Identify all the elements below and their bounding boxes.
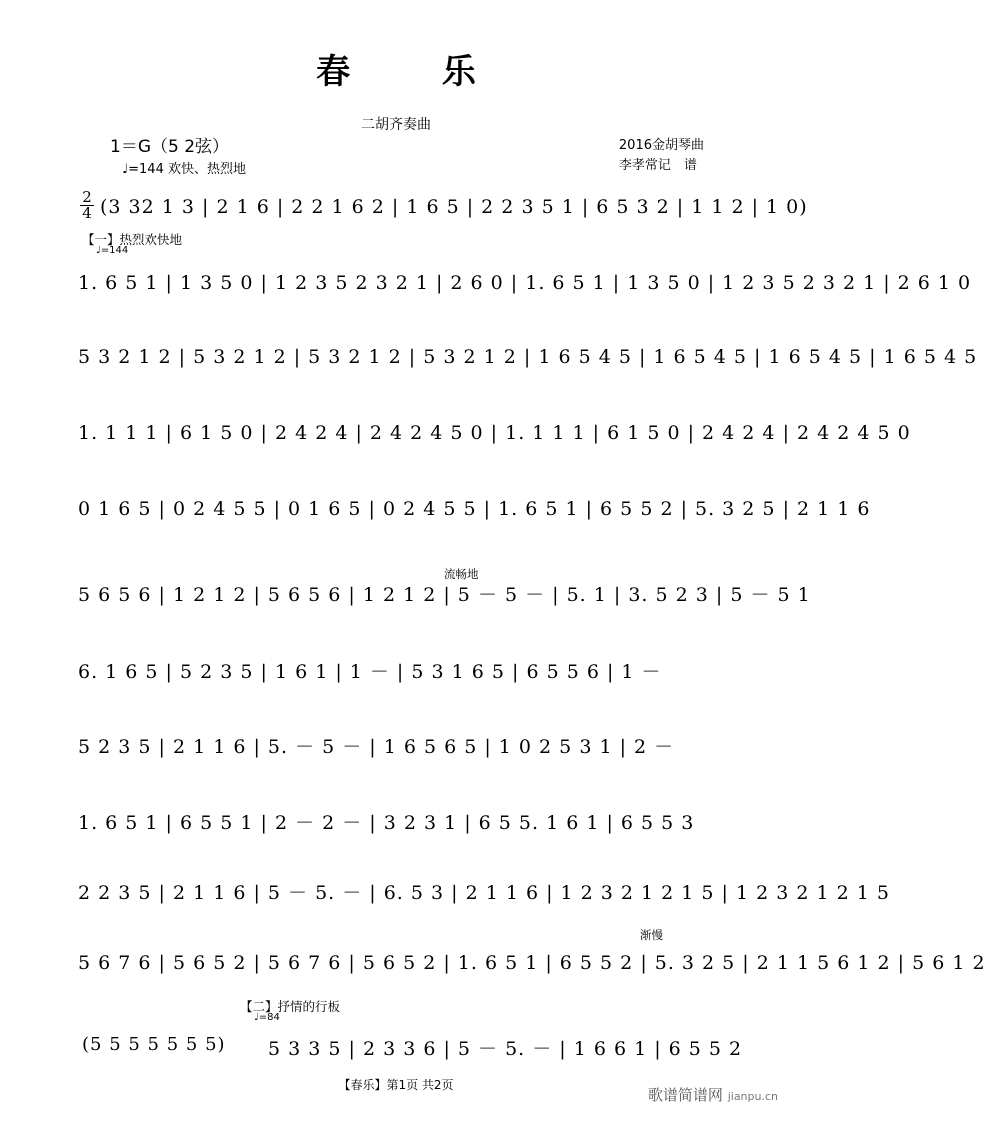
section-tempo-1: ♩=144: [96, 245, 129, 256]
stave-line: 0 1 6 5 | 0 2 4 5 5 | 0 1 6 5 | 0 2 4 5 5 | 1. 6 5 1 | 6 5 5 2 | 5. 3 2 5 | 2 1 1 6: [78, 498, 871, 520]
subtitle: 二胡齐奏曲: [361, 117, 431, 133]
section-label-2: 【二】抒情的行板: [240, 999, 341, 1014]
watermark: [648, 1084, 778, 1105]
annotation-flowing: 流畅地: [444, 567, 479, 581]
stave-line: 1. 1 1 1 | 6 1 5 0 | 2 4 2 4 | 2 4 2 4 5 0 | 1. 1 1 1 | 6 1 5 0 | 2 4 2 4 | 2 4 2 4 5 0: [78, 422, 911, 444]
watermark-url: jianpu.cn: [727, 1090, 778, 1103]
annotation-ritardando: 渐慢: [640, 928, 663, 942]
stave-line: 5 3 2 1 2 | 5 3 2 1 2 | 5 3 2 1 2 | 5 3 2 1 2 | 1 6 5 4 5 | 1 6 5 4 5 | 1 6 5 4 5 | 1 6 5 4 5: [78, 346, 978, 368]
credits: [619, 136, 704, 176]
credit-line-2: 李孝常记 谱: [618, 158, 697, 173]
key-signature: 1＝G（5 2弦）: [110, 137, 230, 157]
section-tempo-2: ♩=84: [254, 1012, 280, 1023]
stave-line: (3 32 1 3 | 2 1 6 | 2 2 1 6 2 | 1 6 5 | 2 2 3 5 1 | 6 5 3 2 | 1 1 2 | 1 0): [100, 196, 808, 218]
tempo-marking: ♩=144 欢快、热烈地: [122, 162, 246, 177]
watermark-text: 歌谱简谱网: [647, 1086, 723, 1104]
stave-line-pickup: (5 5 5 5 5 5 5): [82, 1034, 226, 1055]
stave-line: 2 2 3 5 | 2 1 1 6 | 5 － 5. － | 6. 5 3 | 2 1 1 6 | 1 2 3 2 1 2 1 5 | 1 2 3 2 1 2 1 5: [78, 882, 890, 904]
stave-line: 5 2 3 5 | 2 1 1 6 | 5. － 5 － | 1 6 5 6 5 | 1 0 2 5 3 1 | 2 －: [78, 736, 675, 758]
credit-line-1: 2016金胡琴曲: [618, 138, 704, 153]
stave-line: 6. 1 6 5 | 5 2 3 5 | 1 6 1 | 1 － | 5 3 1 6 5 | 6 5 5 6 | 1 －: [78, 661, 662, 683]
stave-line: 5 6 5 6 | 1 2 1 2 | 5 6 5 6 | 1 2 1 2 | 5 － 5 － | 5. 1 | 3. 5 2 3 | 5 － 5 1: [78, 584, 811, 606]
page-footer: 【春乐】第1页 共2页: [338, 1078, 454, 1092]
section-label-1: 【一】热烈欢快地: [82, 232, 183, 247]
stave-line: 1. 6 5 1 | 6 5 5 1 | 2 － 2 － | 3 2 3 1 | 6 5 5. 1 6 1 | 6 5 5 3: [78, 812, 695, 834]
stave-line: 5 6 7 6 | 5 6 5 2 | 5 6 7 6 | 5 6 5 2 | 1. 6 5 1 | 6 5 5 2 | 5. 3 2 5 | 2 1 1 5 6 1 2 | 5 6 1 2: [78, 952, 986, 974]
stave-line: 5 3 3 5 | 2 3 3 6 | 5 － 5. － | 1 6 6 1 | 6 5 5 2: [268, 1038, 743, 1060]
stave-line: 1. 6 5 1 | 1 3 5 0 | 1 2 3 5 2 3 2 1 | 2 6 0 | 1. 6 5 1 | 1 3 5 0 | 1 2 3 5 2 3 2 1 | 2 6 1 0: [78, 272, 972, 294]
time-signature: [78, 188, 96, 222]
time-signature-bottom: 4: [82, 204, 92, 222]
page-title: 春 乐: [316, 52, 516, 92]
time-signature-top: 2: [82, 188, 92, 206]
